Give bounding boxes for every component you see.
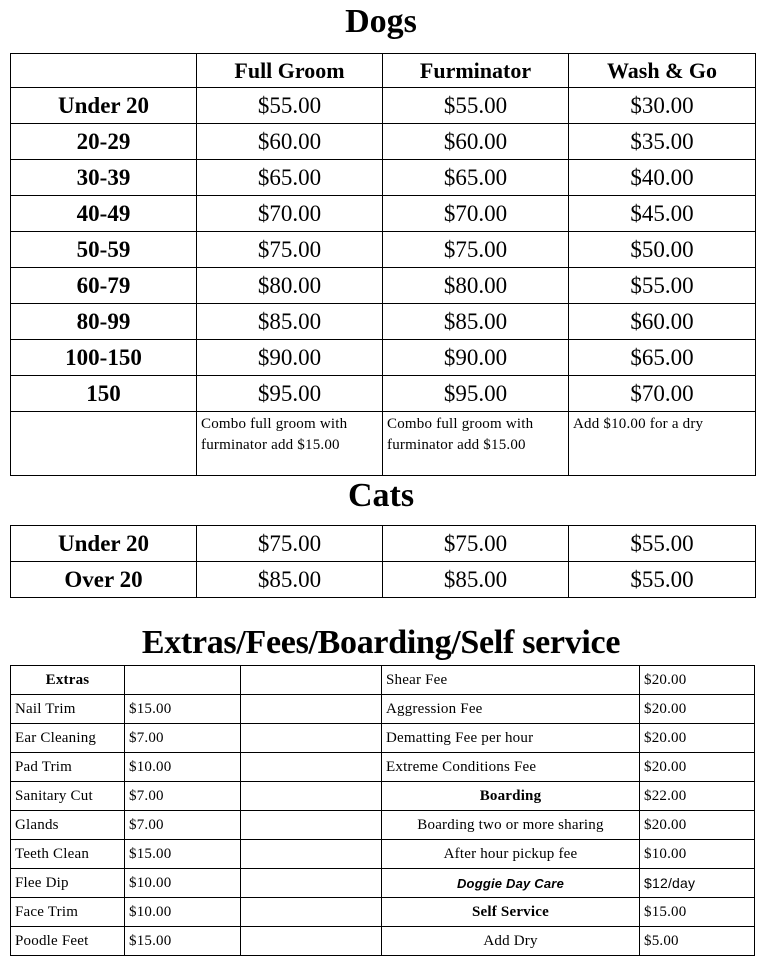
table-row	[11, 753, 755, 782]
boarding-heading: Boarding	[382, 782, 640, 811]
doggie-day-care-label: Doggie Day Care	[382, 869, 640, 898]
table-row	[11, 811, 755, 840]
price-cell: $75.00	[383, 232, 569, 268]
extra-label: Ear Cleaning	[11, 724, 125, 753]
price-cell: $60.00	[569, 304, 756, 340]
fee-label: Extreme Conditions Fee	[382, 753, 640, 782]
price-cell	[125, 666, 241, 695]
price-cell: $55.00	[383, 88, 569, 124]
price-cell: $22.00	[640, 782, 755, 811]
header-cell: Furminator	[383, 54, 569, 88]
price-cell: $20.00	[640, 666, 755, 695]
fee-label: Dematting Fee per hour	[382, 724, 640, 753]
table-row	[11, 124, 756, 160]
price-cell: $85.00	[383, 304, 569, 340]
table-row	[11, 160, 756, 196]
extra-label: Poodle Feet	[11, 927, 125, 956]
price-cell: $15.00	[640, 898, 755, 927]
header-cell: Wash & Go	[569, 54, 756, 88]
price-cell: $45.00	[569, 196, 756, 232]
combo-note: Combo full groom with furminator add $15.00	[197, 412, 383, 476]
price-cell: $15.00	[125, 695, 241, 724]
price-cell: $95.00	[197, 376, 383, 412]
price-cell: $20.00	[640, 811, 755, 840]
fee-label: Boarding two or more sharing	[382, 811, 640, 840]
blank-cell	[241, 666, 382, 695]
header-cell	[11, 54, 197, 88]
table-row	[11, 562, 756, 598]
extra-label: Face Trim	[11, 898, 125, 927]
price-cell: $75.00	[197, 526, 383, 562]
table-row	[11, 666, 755, 695]
price-cell: $40.00	[569, 160, 756, 196]
note-cell	[11, 412, 197, 476]
price-cell: $55.00	[569, 562, 756, 598]
extras-fees-table	[10, 665, 755, 956]
dogs-title: Dogs	[345, 3, 417, 40]
price-cell: $50.00	[569, 232, 756, 268]
table-row	[11, 695, 755, 724]
weight-label: 50-59	[11, 232, 197, 268]
table-row	[11, 724, 755, 753]
table-row	[11, 376, 756, 412]
price-cell: $60.00	[197, 124, 383, 160]
price-cell: $65.00	[383, 160, 569, 196]
price-cell: $7.00	[125, 811, 241, 840]
table-row	[11, 869, 755, 898]
weight-label: Under 20	[11, 526, 197, 562]
price-cell: $20.00	[640, 724, 755, 753]
weight-label: 30-39	[11, 160, 197, 196]
price-cell: $12/day	[640, 869, 755, 898]
price-cell: $20.00	[640, 753, 755, 782]
blank-cell	[241, 782, 382, 811]
price-cell: $90.00	[197, 340, 383, 376]
price-cell: $55.00	[569, 526, 756, 562]
dry-note: Add $10.00 for a dry	[569, 412, 756, 476]
extras-title: Extras/Fees/Boarding/Self service	[141, 624, 621, 661]
price-cell: $80.00	[383, 268, 569, 304]
blank-cell	[241, 840, 382, 869]
price-cell: $90.00	[383, 340, 569, 376]
table-row	[11, 526, 756, 562]
weight-label: 20-29	[11, 124, 197, 160]
extra-label: Teeth Clean	[11, 840, 125, 869]
blank-cell	[241, 753, 382, 782]
notes-row	[11, 412, 756, 476]
price-cell: $85.00	[197, 562, 383, 598]
blank-cell	[241, 695, 382, 724]
table-row	[11, 927, 755, 956]
price-cell: $10.00	[640, 840, 755, 869]
weight-label: 60-79	[11, 268, 197, 304]
extras-heading: Extras	[11, 666, 125, 695]
price-cell: $20.00	[640, 695, 755, 724]
blank-cell	[241, 724, 382, 753]
price-cell: $5.00	[640, 927, 755, 956]
extra-label: Glands	[11, 811, 125, 840]
price-cell: $65.00	[569, 340, 756, 376]
price-cell: $80.00	[197, 268, 383, 304]
fee-label: Aggression Fee	[382, 695, 640, 724]
table-row	[11, 88, 756, 124]
price-cell: $55.00	[569, 268, 756, 304]
extra-label: Nail Trim	[11, 695, 125, 724]
table-row	[11, 304, 756, 340]
price-cell: $35.00	[569, 124, 756, 160]
price-cell: $10.00	[125, 869, 241, 898]
dogs-header-row	[11, 54, 756, 88]
dogs-price-table	[10, 53, 756, 476]
table-row	[11, 196, 756, 232]
fee-label: After hour pickup fee	[382, 840, 640, 869]
price-cell: $60.00	[383, 124, 569, 160]
price-cell: $7.00	[125, 724, 241, 753]
price-cell: $75.00	[197, 232, 383, 268]
price-cell: $65.00	[197, 160, 383, 196]
price-cell: $55.00	[197, 88, 383, 124]
table-row	[11, 340, 756, 376]
price-cell: $95.00	[383, 376, 569, 412]
price-cell: $15.00	[125, 927, 241, 956]
price-cell: $15.00	[125, 840, 241, 869]
cats-title: Cats	[347, 477, 415, 514]
table-row	[11, 840, 755, 869]
weight-label: Over 20	[11, 562, 197, 598]
extra-label: Sanitary Cut	[11, 782, 125, 811]
blank-cell	[241, 898, 382, 927]
price-cell: $75.00	[383, 526, 569, 562]
price-cell: $85.00	[383, 562, 569, 598]
blank-cell	[241, 811, 382, 840]
weight-label: 100-150	[11, 340, 197, 376]
weight-label: 40-49	[11, 196, 197, 232]
blank-cell	[241, 869, 382, 898]
fee-label: Add Dry	[382, 927, 640, 956]
table-row	[11, 898, 755, 927]
table-row	[11, 268, 756, 304]
header-cell: Full Groom	[197, 54, 383, 88]
price-cell: $10.00	[125, 898, 241, 927]
table-row	[11, 232, 756, 268]
weight-label: 150	[11, 376, 197, 412]
weight-label: 80-99	[11, 304, 197, 340]
self-service-heading: Self Service	[382, 898, 640, 927]
price-cell: $70.00	[383, 196, 569, 232]
blank-cell	[241, 927, 382, 956]
weight-label: Under 20	[11, 88, 197, 124]
price-cell: $10.00	[125, 753, 241, 782]
price-cell: $30.00	[569, 88, 756, 124]
extra-label: Pad Trim	[11, 753, 125, 782]
price-cell: $70.00	[569, 376, 756, 412]
extra-label: Flee Dip	[11, 869, 125, 898]
price-cell: $7.00	[125, 782, 241, 811]
price-cell: $70.00	[197, 196, 383, 232]
cats-price-table	[10, 525, 756, 598]
table-row	[11, 782, 755, 811]
combo-note: Combo full groom with furminator add $15.00	[383, 412, 569, 476]
price-cell: $85.00	[197, 304, 383, 340]
fee-label: Shear Fee	[382, 666, 640, 695]
